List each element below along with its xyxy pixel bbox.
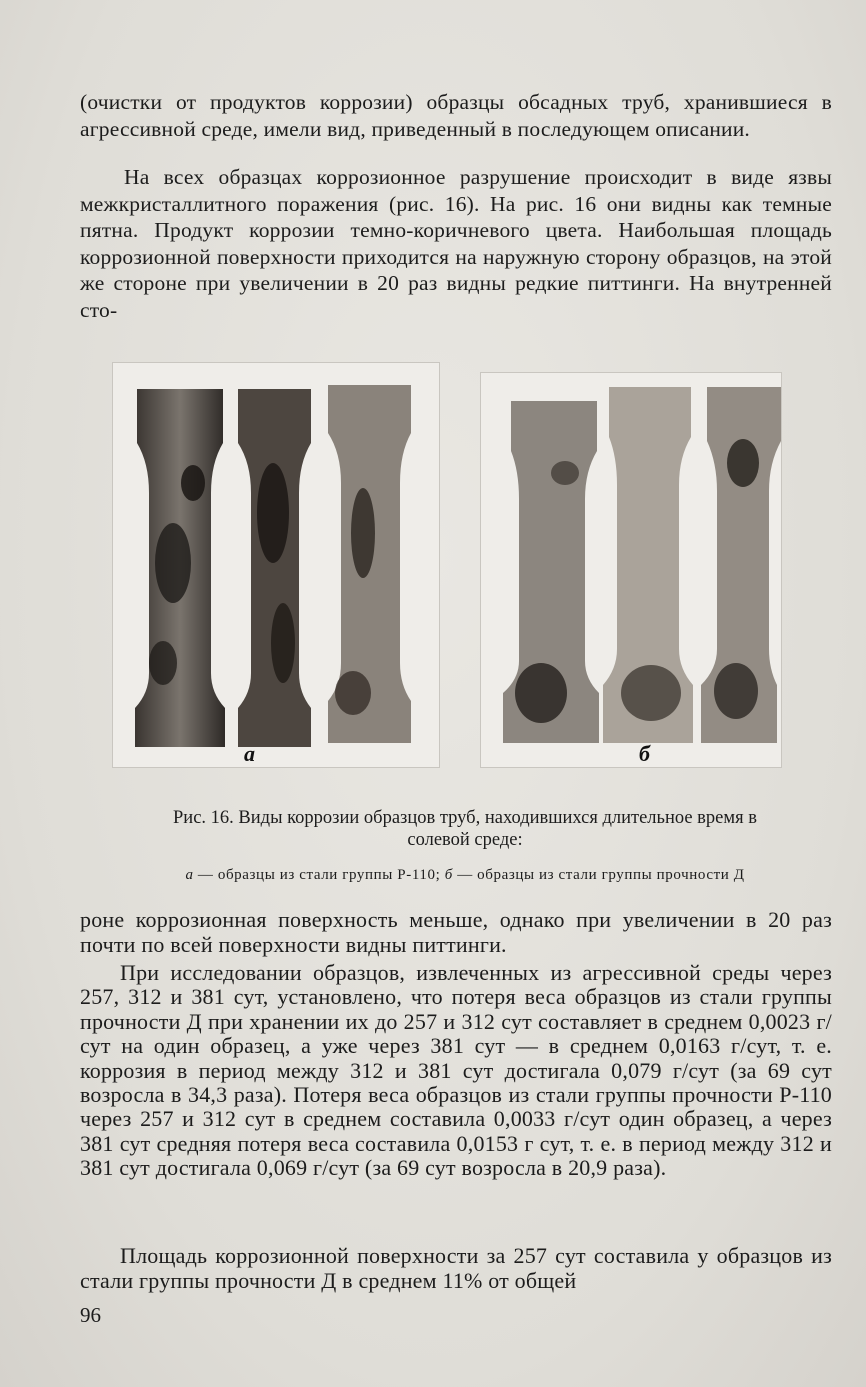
paragraph-intro: (очистки от продуктов коррозии) образцы обсадных труб, хранившиеся в агрессивной среде, имели вид, приведенный в последующем описании. [80,90,832,141]
steel-specimens-p110-image [113,363,439,767]
figure-label-a: а [244,741,255,766]
legend-letter-b: б [444,867,453,883]
legend-text-a: — образцы из стали группы Р-110; [193,867,445,883]
paragraph-inner-side: роне коррозионная поверхность меньше, однако при увеличении в 20 раз почти по всей поверхности видны питтинги. [80,907,832,957]
figure-caption-legend [150,866,780,884]
paragraph-surface-area: Площадь коррозионной поверхности за 257 сут составила у образцов из стали группы прочности Д в среднем 11% от общей [80,1243,832,1293]
steel-specimens-d-image [481,373,781,767]
page-number: 96 [80,1303,101,1327]
figure-photo-a [112,362,440,768]
figure-label-b: б [639,741,650,766]
figure-caption: Рис. 16. Виды коррозии образцов труб, находившихся длительное время в солевой среде: [173,808,757,850]
figure-photo-b [480,372,782,768]
legend-text-b: — образцы из стали группы прочности Д [452,867,745,883]
legend-letter-a: а [185,867,194,883]
paragraph-corrosion-description: На всех образцах коррозионное разрушение происходит в виде язвы межкристаллитного поражения (рис. 16). На рис. 16 они видны как темные пятна. Продукт коррозии темно-коричневого цвета. Наибольшая площадь коррозионной поверхности приходится на наружную сторону образцов, на этой же стороне при увеличении в 20 раз видны редкие питтинги. На внутренней сто- [80,165,832,322]
paragraph-weight-loss: При исследовании образцов, извлеченных из агрессивной среды через 257, 312 и 381 сут, установлено, что потеря веса образцов из стали группы прочности Д при хранении их до 257 и 312 сут составляет в среднем 0,0023 г/сут на один образец, а уже через 381 сут — в среднем 0,0163 г/сут, т. е. коррозия в период между 312 и 381 сут достигала 0,079 г/сут (за 69 сут возросла в 34,3 раза). Потеря веса образцов из стали группы прочности Р-110 через 257 и 312 сут в среднем составила 0,0033 г/сут один образец, а через 381 сут средняя потеря веса составила 0,0153 г сут, т. е. в период между 312 и 381 сут достигала 0,069 г/сут (за 69 сут возросла в 20,9 раза). [80,960,832,1181]
